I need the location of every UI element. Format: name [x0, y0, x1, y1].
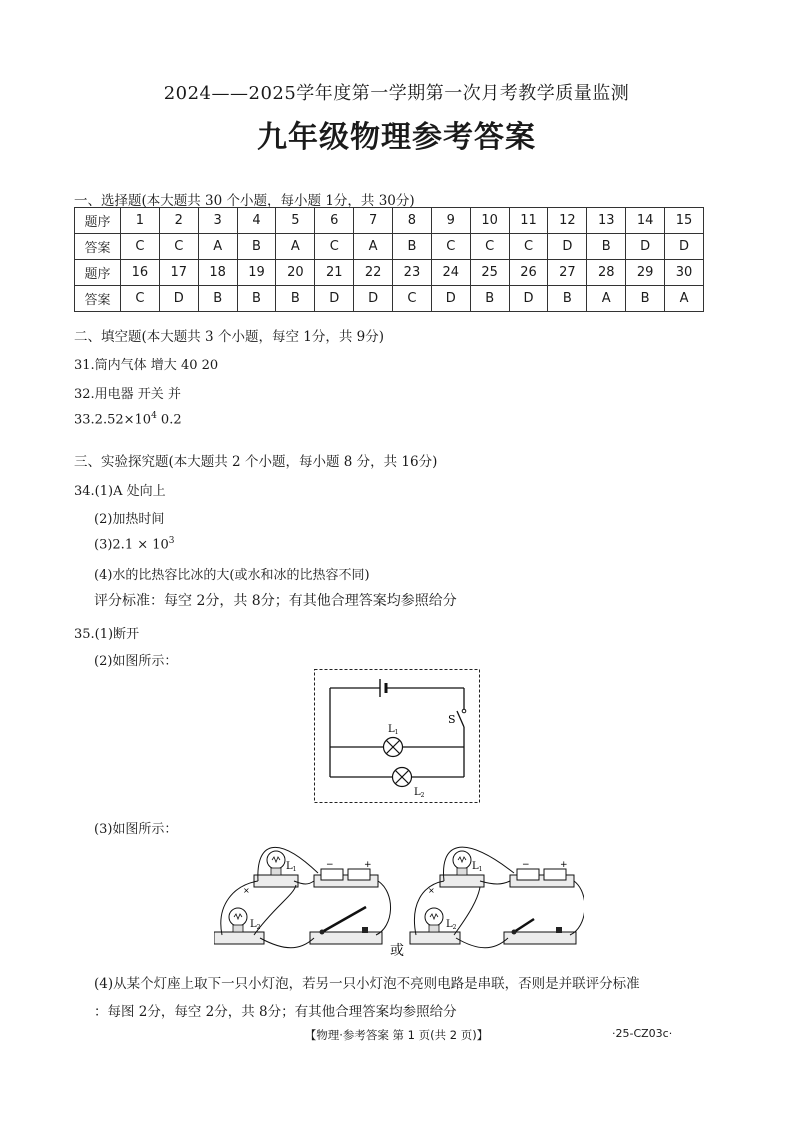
table-cell-number: 27	[548, 260, 587, 286]
table-cell-number: 4	[237, 208, 276, 234]
table-cell-number: 17	[159, 260, 198, 286]
table-cell-number: 30	[665, 260, 704, 286]
table-cell-answer: C	[509, 234, 548, 260]
table-cell-number: 23	[393, 260, 432, 286]
table-cell-number: 24	[431, 260, 470, 286]
table-cell-answer: B	[237, 234, 276, 260]
table-cell-answer: B	[276, 286, 315, 312]
table-cell-answer: C	[121, 234, 160, 260]
table-cell-answer: B	[587, 234, 626, 260]
table-cell-number: 13	[587, 208, 626, 234]
break-mark: ×	[428, 886, 435, 895]
table-cell-answer: C	[470, 234, 509, 260]
section2-heading: 二、填空题(本大题共 3 个小题，每空 1分，共 9分)	[74, 329, 384, 345]
row-label: 答案	[75, 286, 121, 312]
answer-35-1: 35.(1)断开	[74, 627, 140, 642]
lamp-base-l1	[254, 875, 298, 887]
table-cell-number: 21	[315, 260, 354, 286]
table-cell-number: 2	[159, 208, 198, 234]
table-cell-answer: D	[354, 286, 393, 312]
circuit-diagram	[314, 669, 480, 803]
scoring-35: ：每图 2分，每空 2分，共 8分；有其他合理答案均参照给分	[94, 1004, 457, 1020]
answer-34-3-base: (3)2.1 × 10	[94, 537, 169, 553]
answer-31: 31.筒内气体 增大 40 20	[74, 358, 219, 373]
table-row-numbers-1	[75, 208, 704, 234]
table-cell-number: 12	[548, 208, 587, 234]
table-cell-number: 28	[587, 260, 626, 286]
battery-icon	[380, 679, 386, 697]
answer-34-2: (2)加热时间	[94, 512, 165, 527]
table-cell-answer: A	[198, 234, 237, 260]
table-cell-answer: C	[121, 286, 160, 312]
table-cell-answer: C	[393, 286, 432, 312]
answer-32: 32.用电器 开关 并	[74, 387, 181, 402]
plus-label: +	[364, 860, 372, 870]
bulb-l1-icon	[267, 851, 285, 875]
minus-label: −	[326, 860, 334, 870]
lamp-l2-label: $L_2$	[414, 787, 425, 799]
table-cell-answer: B	[198, 286, 237, 312]
table-row-answers-2	[75, 286, 704, 312]
table-cell-answer: A	[276, 234, 315, 260]
scoring-34: 评分标准：每空 2分，共 8分；有其他合理答案均参照给分	[94, 593, 457, 609]
table-cell-answer: C	[159, 234, 198, 260]
answer-33-exponent: 4	[151, 411, 157, 421]
bulb-l2-icon	[425, 908, 443, 932]
table-cell-answer: D	[159, 286, 198, 312]
knife-switch-icon	[320, 907, 369, 935]
answer-33-base: 33.2.52×10	[74, 412, 152, 428]
l1-label: $L_1$	[472, 861, 483, 873]
page-title: 九年级物理参考答案	[257, 120, 536, 155]
table-cell-answer: B	[548, 286, 587, 312]
section1-heading: 一、选择题(本大题共 30 个小题，每小题 1分，共 30分)	[74, 193, 415, 209]
table-cell-answer: D	[665, 234, 704, 260]
table-cell-answer: D	[509, 286, 548, 312]
switch-icon	[457, 709, 466, 727]
l2-label: $L_2$	[250, 919, 261, 931]
bulb-l1-icon	[453, 851, 471, 875]
table-cell-number: 22	[354, 260, 393, 286]
table-cell-number: 14	[626, 208, 665, 234]
section3-heading: 三、实验探究题(本大题共 2 个小题，每小题 8 分，共 16分)	[74, 454, 438, 470]
row-label: 答案	[75, 234, 121, 260]
document-code: ·25-CZ03c·	[612, 1027, 673, 1040]
l2-label: $L_2$	[446, 919, 457, 931]
answer-34-1: 34.(1)A 处向上	[74, 484, 166, 499]
wiring-left	[214, 847, 391, 947]
table-cell-number: 11	[509, 208, 548, 234]
table-cell-number: 26	[509, 260, 548, 286]
plus-label: +	[560, 860, 568, 870]
table-cell-number: 16	[121, 260, 160, 286]
answer-35-3: (3)如图所示：	[94, 822, 178, 837]
table-cell-answer: B	[237, 286, 276, 312]
table-cell-answer: D	[315, 286, 354, 312]
answer-table	[74, 207, 704, 312]
table-cell-answer: A	[587, 286, 626, 312]
wiring-illustration	[214, 835, 584, 960]
answer-33	[74, 411, 182, 427]
table-cell-answer: A	[354, 234, 393, 260]
table-row-numbers-2	[75, 260, 704, 286]
wiring-right	[410, 847, 584, 948]
table-cell-number: 25	[470, 260, 509, 286]
answer-34-3	[94, 536, 175, 552]
table-cell-number: 18	[198, 260, 237, 286]
table-cell-number: 1	[121, 208, 160, 234]
answer-34-3-exponent: 3	[168, 536, 175, 546]
table-cell-number: 5	[276, 208, 315, 234]
table-cell-number: 10	[470, 208, 509, 234]
break-mark: ×	[243, 886, 250, 895]
table-cell-number: 3	[198, 208, 237, 234]
table-cell-answer: D	[548, 234, 587, 260]
table-cell-number: 9	[431, 208, 470, 234]
table-cell-answer: B	[470, 286, 509, 312]
table-cell-answer: B	[626, 286, 665, 312]
table-cell-number: 29	[626, 260, 665, 286]
table-cell-number: 7	[354, 208, 393, 234]
table-cell-number: 19	[237, 260, 276, 286]
table-cell-answer: B	[393, 234, 432, 260]
table-cell-number: 20	[276, 260, 315, 286]
answer-33-tail: 0.2	[156, 412, 182, 428]
minus-label: −	[522, 860, 530, 870]
row-label: 题序	[75, 208, 121, 234]
table-cell-answer: D	[626, 234, 665, 260]
lamp-l2-icon	[393, 768, 412, 787]
table-cell-number: 6	[315, 208, 354, 234]
table-cell-answer: A	[665, 286, 704, 312]
l1-label: $L_1$	[286, 861, 297, 873]
switch-label: S	[448, 713, 456, 726]
row-label: 题序	[75, 260, 121, 286]
lamp-base-l2	[410, 932, 460, 944]
table-cell-answer: C	[315, 234, 354, 260]
bulb-l2-icon	[229, 908, 247, 932]
table-cell-answer: D	[431, 286, 470, 312]
or-label: 或	[390, 943, 404, 959]
answer-34-4: (4)水的比热容比冰的大(或水和冰的比热容不同)	[94, 568, 370, 583]
table-cell-number: 8	[393, 208, 432, 234]
lamp-base-l1	[440, 875, 484, 887]
lamp-l1-label: $L_1$	[388, 724, 399, 736]
lamp-l1-icon	[384, 738, 403, 757]
answer-35-2: (2)如图所示：	[94, 654, 178, 669]
page-footer: 【物理·参考答案 第 1 页(共 2 页)】	[304, 1028, 489, 1042]
table-cell-answer: C	[431, 234, 470, 260]
exam-subtitle: 2024——2025学年度第一学期第一次月考教学质量监测	[163, 83, 630, 104]
table-cell-number: 15	[665, 208, 704, 234]
answer-35-4: (4)从某个灯座上取下一只小灯泡，若另一只小灯泡不亮则电路是串联，否则是并联评分标准	[94, 976, 640, 992]
table-row-answers-1	[75, 234, 704, 260]
